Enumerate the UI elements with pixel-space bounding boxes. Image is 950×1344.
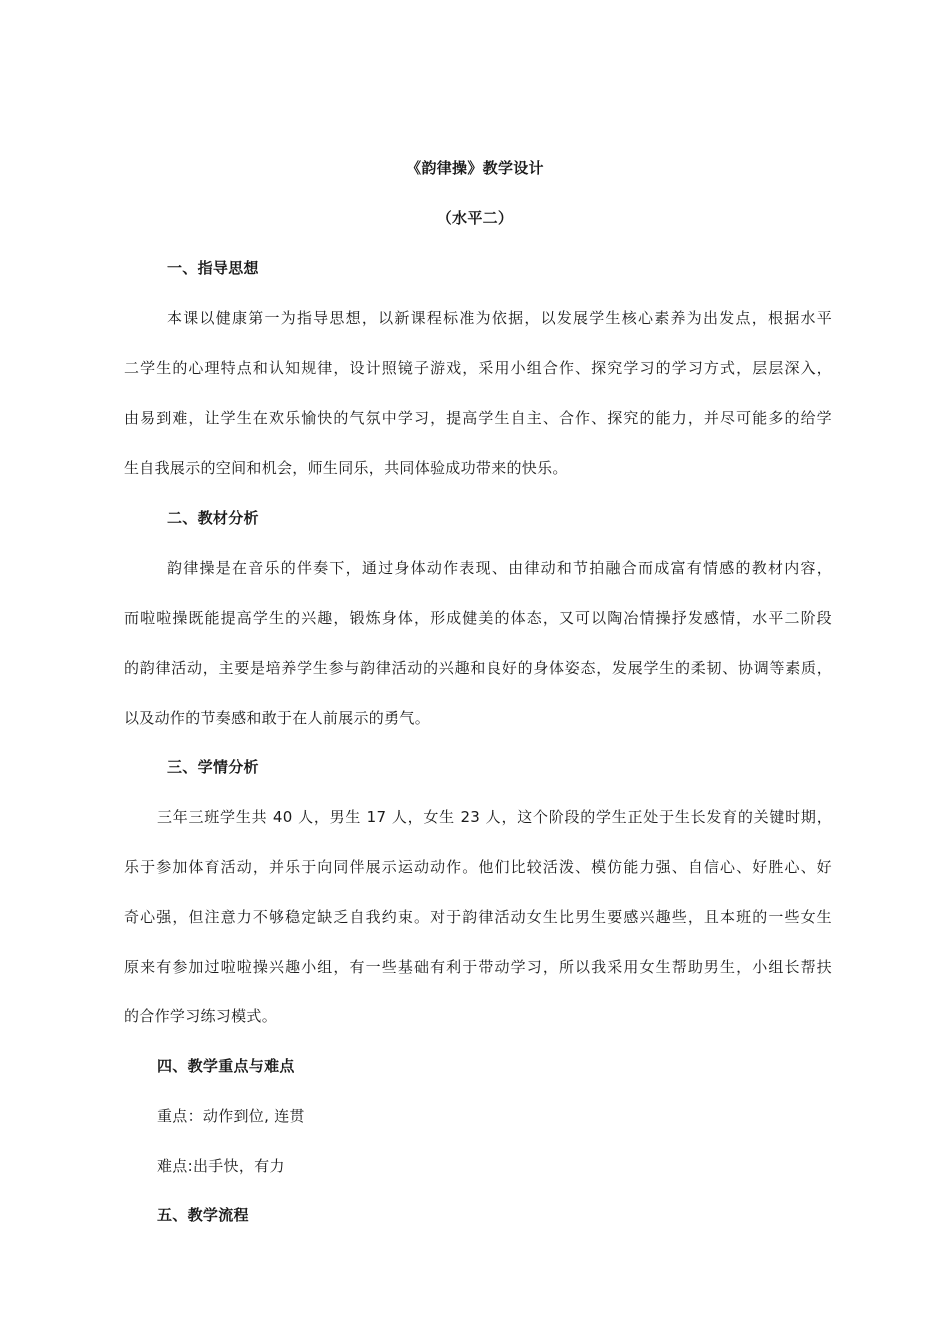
paragraph-line: 生自我展示的空间和机会，师生同乐，共同体验成功带来的快乐。: [124, 459, 568, 477]
document-subtitle: （水平二）: [436, 209, 514, 227]
section-heading-student-analysis: 三、学情分析: [167, 758, 259, 776]
paragraph-line: 乐于参加体育活动，并乐于向同伴展示运动动作。他们比较活泼、模仿能力强、自信心、好胜心、好: [124, 858, 832, 876]
paragraph-line: 二学生的心理特点和认知规律，设计照镜子游戏，采用小组合作、探究学习的学习方式，层层深入，: [124, 359, 832, 377]
paragraph-line: 韵律操是在音乐的伴奏下，通过身体动作表现、由律动和节拍融合而成富有情感的教材内容，: [167, 559, 832, 577]
section-heading-key-and-difficult-points: 四、教学重点与难点: [157, 1057, 295, 1075]
key-point-text: 重点：动作到位, 连贯: [157, 1107, 305, 1125]
paragraph-line: 三年三班学生共 40 人，男生 17 人，女生 23 人，这个阶段的学生正处于生长发育的关键时期，: [157, 808, 832, 826]
paragraph-line: 的韵律活动，主要是培养学生参与韵律活动的兴趣和良好的身体姿态，发展学生的柔韧、协调等素质，: [124, 659, 832, 677]
paragraph-line: 而啦啦操既能提高学生的兴趣，锻炼身体，形成健美的体态，又可以陶冶情操抒发感情，水平二阶段: [124, 609, 832, 627]
document-title: 《韵律操》教学设计: [406, 159, 544, 177]
paragraph-line: 原来有参加过啦啦操兴趣小组，有一些基础有利于带动学习，所以我采用女生帮助男生，小组长帮扶: [124, 958, 832, 976]
section-heading-teaching-process: 五、教学流程: [157, 1206, 249, 1224]
paragraph-line: 本课以健康第一为指导思想，以新课程标准为依据，以发展学生核心素养为出发点，根据水平: [167, 309, 832, 327]
section-heading-guiding-idea: 一、指导思想: [167, 259, 259, 277]
section-heading-material-analysis: 二、教材分析: [167, 509, 259, 527]
paragraph-line: 以及动作的节奏感和敢于在人前展示的勇气。: [124, 709, 431, 727]
paragraph-line: 奇心强，但注意力不够稳定缺乏自我约束。对于韵律活动女生比男生要感兴趣些，且本班的一些女生: [124, 908, 832, 926]
difficulty-text: 难点:出手快，有力: [157, 1157, 285, 1175]
paragraph-line: 的合作学习练习模式。: [124, 1007, 278, 1025]
paragraph-line: 由易到难，让学生在欢乐愉快的气氛中学习，提高学生自主、合作、探究的能力，并尽可能多的给学: [124, 409, 832, 427]
